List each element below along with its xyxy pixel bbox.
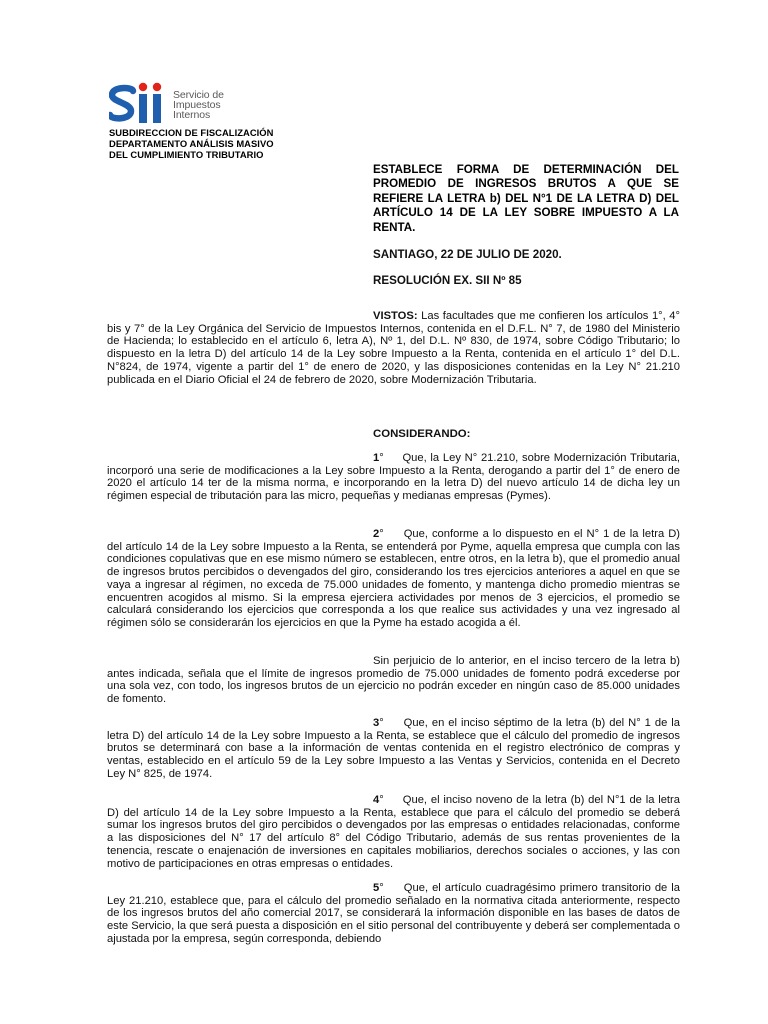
clause-text: Que, conforme a lo dispuesto en el N° 1 de la letra D) del artículo 14 de la Ley sobre Impuesto a la Renta, se entenderá por Pyme, aquella empresa que cumpla con las condiciones copulativas que en ese mismo número se establecen, entre otros, en la letra b), que el promedio anual de ingresos brutos percibidos o devengados del giro, considerando los tres ejercicios anteriores a aquel en que se vaya a ingresar al régimen, no exceda de 75.000 unidades de fomento, y mantenga dicho promedio mientras se encuentren acogidos al mismo. Si la empresa ejerciera actividades por menos de 3 ejercicios, el promedio se calculará considerando los ejercicios que corresponda a los que realice sus actividades y una vez ingresado al régimen sólo se considerarán los ejercicios en que la Pyme ha estado acogida a él.: [107, 528, 681, 629]
department-line-3: DEL CUMPLIMIENTO TRIBUTARIO: [109, 149, 264, 160]
considerando-4: [107, 794, 680, 870]
department-block: [109, 127, 274, 160]
considerando-5: [107, 882, 680, 946]
clause-number: 5: [373, 882, 380, 894]
clause-text: Que, el inciso noveno de la letra (b) del N°1 de la letra D) del artículo 14 de la Ley sobre Impuesto a la Renta, establece que para el cálculo del promedio se deberá sumar los ingresos brutos del giro percibidos o devengados por las empresas o entidades relacionadas, conforme a las disposiciones del N° 17 del artículo 8° del Código Tributario, además de sus rentas provenientes de la tenencia, rescate o enajenación de inversiones en capitales mobiliarios, derechos sociales o acciones, y las con motivo de participaciones en otras empresas o entidades.: [107, 794, 680, 870]
clause-text: Que, el artículo cuadragésimo primero transitorio de la Ley 21.210, establece que, para el cálculo del promedio señalado en la normativa citada anteriormente, respecto de los ingresos brutos del año comercial 2017, se considerará la información disponible en las bases de datos de este Servicio, la que será puesta a disposición en el sitio personal del contribuyente y deberá ser complementada o ajustada por la empresa, según corresponda, debiendo: [107, 882, 681, 945]
considerando-1: [107, 452, 680, 503]
vistos-text: Las facultades que me confieren los artículos 1°, 4° bis y 7° de la Ley Orgánica del Servicio de Impuestos Internos, contenida en el D.F.L. N° 7, de 1980 del Ministerio de Hacienda; lo establecido en el artículo 6, letra A), Nº 1, del D.L. Nº 830, de 1974, sobre Código Tributario; lo dispuesto en la letra D) del artículo 14 de la Ley sobre Impuesto a la Renta, contenida en el artículo 1° del D.L. N°824, de 1974, vigente a partir del 1° de enero de 2020, y las disposiciones contenidas en la Ley N° 21.210 publicada en el Diario Oficial el 24 de febrero de 2020, sobre Modernización Tributaria.: [107, 310, 681, 386]
clause-degree: °: [379, 452, 384, 464]
clause-degree: °: [379, 528, 384, 540]
clause-degree: °: [379, 717, 384, 729]
clause-text: Que, en el inciso séptimo de la letra (b) del N° 1 de la letra D) del artículo 14 de la Ley sobre Impuesto a la Renta, se establece que el cálculo del promedio de ingresos brutos se determinará con base a la información de ventas contenida en el registro electrónico de compras y ventas, establecido en el artículo 59 de la Ley sobre Impuesto a las Ventas y Servicios, contenida en el Decreto Ley N° 825, de 1974.: [107, 717, 680, 780]
clause-text: Que, la Ley N° 21.210, sobre Modernización Tributaria, incorporó una serie de modificaciones a la Ley sobre Impuesto a la Renta, derogando a partir del 1° de enero de 2020 el artículo 14 ter de la misma norma, e incorporando en la letra D) del nuevo artículo 14 de dicha ley un régimen especial de tributación para las micro, pequeñas y medianas empresas (Pymes).: [107, 452, 680, 503]
sii-logo: [109, 82, 249, 126]
logo-line-3: Internos: [173, 109, 211, 121]
clause-number: 1: [373, 452, 380, 464]
logo-line-2: Impuestos: [173, 99, 221, 111]
sii-logo-mark-icon: [109, 82, 171, 126]
clause-number: 4: [373, 794, 380, 806]
logo-line-1: Servicio de: [173, 89, 224, 101]
resolution-title: ESTABLECE FORMA DE DETERMINACIÓN DEL PROMEDIO DE INGRESOS BRUTOS A QUE SE REFIERE LA LETRA b) DEL N°1 DE LA LETRA D) DEL ARTÍCULO 14 DE LA LEY SOBRE IMPUESTO A LA RENTA.: [373, 163, 679, 234]
considerando-2-continued: [107, 655, 680, 706]
department-line-1: SUBDIRECCION DE FISCALIZACIÓN: [109, 127, 274, 138]
clause-degree: °: [379, 882, 384, 894]
resolution-date: SANTIAGO, 22 DE JULIO DE 2020.: [373, 248, 562, 261]
department-line-2: DEPARTAMENTO ANÁLISIS MASIVO: [109, 138, 274, 149]
vistos-paragraph: [107, 310, 680, 386]
clause-text: Sin perjuicio de lo anterior, en el inciso tercero de la letra b) antes indicada, señala que el límite de ingresos promedio de 75.000 unidades de fomento podrá excederse por una sola vez, con todo, los ingresos brutos de un ejercicio no podrán exceder en ningún caso de 85.000 unidades de fomento.: [107, 655, 680, 706]
clause-number: 3: [373, 717, 380, 729]
considerando-2: [107, 528, 680, 630]
logo-wordmark: [173, 90, 224, 120]
considerando-heading: CONSIDERANDO:: [373, 428, 471, 440]
clause-degree: °: [379, 794, 384, 806]
considerando-3: [107, 717, 680, 781]
vistos-label: VISTOS:: [373, 310, 418, 322]
resolution-number: RESOLUCIÓN EX. SII Nº 85: [373, 274, 522, 287]
clause-number: 2: [373, 528, 380, 540]
